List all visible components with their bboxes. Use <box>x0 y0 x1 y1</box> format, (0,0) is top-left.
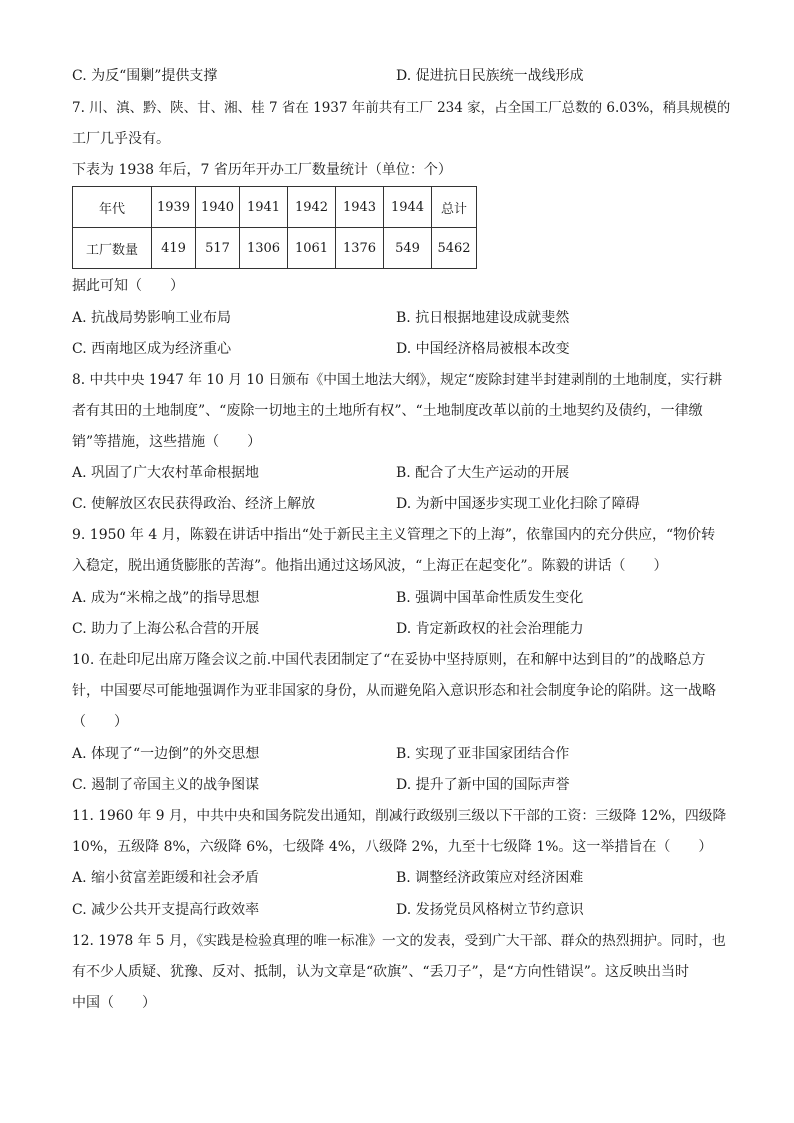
q9-stem-line1: 9. 1950 年 4 月，陈毅在讲话中指出“处于新民主主义管理之下的上海”，依靠国内的充分供应，“物价转 <box>72 527 716 543</box>
table-cell-year: 1944 <box>384 187 432 228</box>
q10-option-b[interactable]: B. 实现了亚非国家团结合作 <box>396 746 570 762</box>
table-cell-year: 1941 <box>240 187 288 228</box>
q11-option-b[interactable]: B. 调整经济政策应对经济困难 <box>396 870 584 886</box>
q10-stem-line3: （ ） <box>72 714 128 730</box>
table-cell-value: 1306 <box>240 228 288 269</box>
q8-option-d[interactable]: D. 为新中国逐步实现工业化扫除了障碍 <box>396 496 640 512</box>
table-row-counts <box>73 228 477 269</box>
table-cell-total: 5462 <box>432 228 477 269</box>
table-row-years <box>73 187 477 228</box>
q12-stem-line1: 12. 1978 年 5 月，《实践是检验真理的唯一标准》一文的发表，受到广大干部、群众的热烈拥护。同时，也 <box>72 933 726 949</box>
table-cell-value: 1376 <box>336 228 384 269</box>
q12-stem-line3: 中国（ ） <box>72 995 156 1011</box>
q9-option-d[interactable]: D. 肯定新政权的社会治理能力 <box>396 621 584 637</box>
q7-option-d[interactable]: D. 中国经济格局被根本改变 <box>396 341 570 357</box>
table-cell-total-label: 总计 <box>432 187 477 228</box>
q11-stem-line2: 10%，五级降 8%，六级降 6%，七级降 4%，八级降 2%，九至十七级降 1%。这一举措旨在（ ） <box>72 839 713 855</box>
q7-stem-line2: 工厂几乎没有。 <box>72 131 170 147</box>
q7-question: 据此可知（ ） <box>72 278 184 294</box>
q11-stem-line1: 11. 1960 年 9 月，中共中央和国务院发出通知，削减行政级别三级以下干部的工资：三级降 12%，四级降 <box>72 808 727 824</box>
q9-option-c[interactable]: C. 助力了上海公私合营的开展 <box>72 621 260 637</box>
q7-option-c[interactable]: C. 西南地区成为经济重心 <box>72 341 232 357</box>
table-header-year: 年代 <box>73 187 152 228</box>
q8-stem-line2: 者有其田的土地制度”、“废除一切地主的土地所有权”、“土地制度改革以前的土地契约及债约，一律缴 <box>72 403 703 419</box>
q11-option-d[interactable]: D. 发扬党员风格树立节约意识 <box>396 902 584 918</box>
q8-option-c[interactable]: C. 使解放区农民获得政治、经济上解放 <box>72 496 316 512</box>
q11-option-a[interactable]: A. 缩小贫富差距缓和社会矛盾 <box>72 870 260 886</box>
q10-option-c[interactable]: C. 遏制了帝国主义的战争图谋 <box>72 777 260 793</box>
q7-option-a[interactable]: A. 抗战局势影响工业布局 <box>72 310 232 326</box>
table-cell-value: 1061 <box>288 228 336 269</box>
table-cell-value: 549 <box>384 228 432 269</box>
q10-option-d[interactable]: D. 提升了新中国的国际声誉 <box>396 777 570 793</box>
q6-option-c[interactable]: C. 为反“围剿”提供支撑 <box>72 68 218 84</box>
q8-option-a[interactable]: A. 巩固了广大农村革命根据地 <box>72 465 260 481</box>
q9-stem-line2: 入稳定，脱出通货膨胀的苦海”。他指出通过这场风波，“上海正在起变化”。陈毅的讲话（ ） <box>72 558 668 574</box>
q10-stem-line1: 10. 在赴印尼出席万隆会议之前.中国代表团制定了“在妥协中坚持原则，在和解中达到目的”的战略总方 <box>72 652 706 668</box>
q10-option-a[interactable]: A. 体现了“一边倒”的外交思想 <box>72 746 260 762</box>
q8-option-b[interactable]: B. 配合了大生产运动的开展 <box>396 465 570 481</box>
q6-option-d[interactable]: D. 促进抗日民族统一战线形成 <box>396 68 584 84</box>
table-cell-year: 1939 <box>152 187 196 228</box>
q8-stem-line1: 8. 中共中央 1947 年 10 月 10 日颁布《中国土地法大纲》，规定“废除封建半封建剥削的土地制度，实行耕 <box>72 372 723 388</box>
q7-table-caption: 下表为 1938 年后，7 省历年开办工厂数量统计（单位：个） <box>72 162 452 178</box>
q9-option-b[interactable]: B. 强调中国革命性质发生变化 <box>396 590 584 606</box>
q12-stem-line2: 有不少人质疑、犹豫、反对、抵制，认为文章是“砍旗”、“丢刀子”，是“方向性错误”。这反映出当时 <box>72 964 689 980</box>
q7-stem-line1: 7. 川、滇、黔、陕、甘、湘、桂 7 省在 1937 年前共有工厂 234 家，占全国工厂总数的 6.03%，稍具规模的 <box>72 100 731 116</box>
table-cell-value: 517 <box>196 228 240 269</box>
q10-stem-line2: 针，中国要尽可能地强调作为亚非国家的身份，从而避免陷入意识形态和社会制度争论的陷阱。这一战略 <box>72 683 716 699</box>
factory-count-table <box>72 186 477 269</box>
table-cell-year: 1940 <box>196 187 240 228</box>
table-cell-year: 1943 <box>336 187 384 228</box>
table-cell-year: 1942 <box>288 187 336 228</box>
table-header-count: 工厂数量 <box>73 228 152 269</box>
q7-option-b[interactable]: B. 抗日根据地建设成就斐然 <box>396 310 570 326</box>
table-cell-value: 419 <box>152 228 196 269</box>
q8-stem-line3: 销”等措施，这些措施（ ） <box>72 434 262 450</box>
q11-option-c[interactable]: C. 减少公共开支提高行政效率 <box>72 902 260 918</box>
q9-option-a[interactable]: A. 成为“米棉之战”的指导思想 <box>72 590 260 606</box>
